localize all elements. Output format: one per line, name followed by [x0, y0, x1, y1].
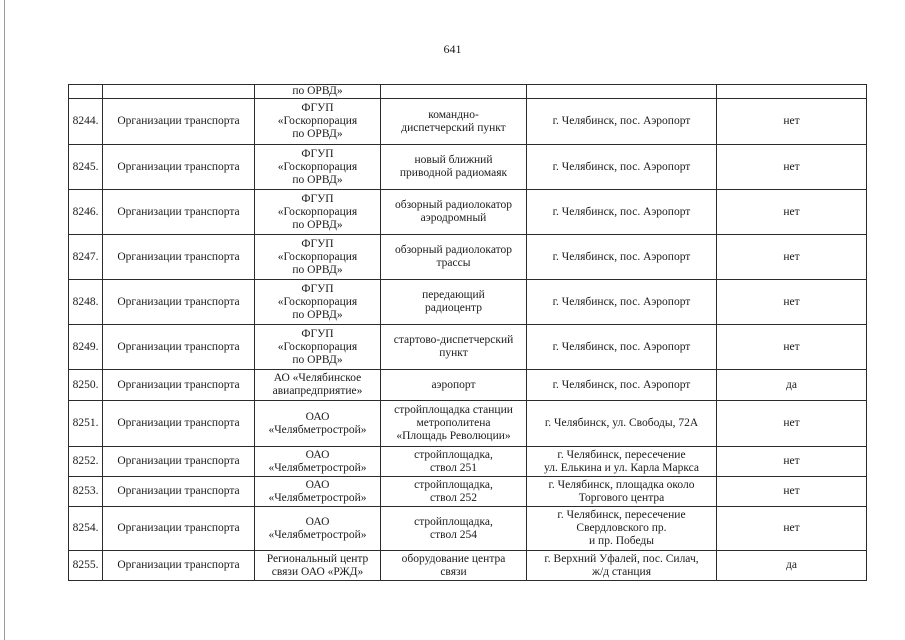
table-row: [69, 280, 867, 325]
cell-object: [381, 235, 527, 280]
cell-num: [69, 85, 103, 99]
object-line: стройплощадка,: [414, 515, 493, 528]
table-row: [69, 370, 867, 401]
organization-line: «Госкорпорация: [277, 295, 358, 308]
cell-num: 8255.: [69, 551, 103, 581]
address-line: Свердловского пр.: [576, 522, 667, 534]
object-line: пункт: [439, 347, 468, 359]
cell-object: [381, 280, 527, 325]
cell-organization: [255, 370, 381, 401]
object-line: приводной радиомаяк: [399, 167, 508, 179]
cell-category: Организации транспорта: [103, 447, 255, 477]
cell-organization: [255, 325, 381, 370]
cell-num: 8250.: [69, 370, 103, 401]
table-row: [69, 477, 867, 507]
organization-line: «Госкорпорация: [277, 115, 358, 127]
cell-category: Организации транспорта: [103, 145, 255, 190]
address-line: г. Челябинск, пос. Аэропорт: [552, 115, 691, 127]
cell-address: [527, 85, 717, 99]
object-line: ствол 254: [430, 528, 477, 541]
organization-line: ФГУП: [301, 282, 334, 295]
object-line: передающий: [422, 289, 485, 301]
cell-object: [381, 325, 527, 370]
cell-object: [381, 145, 527, 190]
cell-category: Организации транспорта: [103, 99, 255, 145]
organization-line: по ОРВД»: [292, 263, 343, 276]
cell-flag: [717, 85, 867, 99]
organization-line: ФГУП: [301, 237, 334, 250]
object-line: оборудование центра: [401, 552, 506, 565]
cell-address: [527, 280, 717, 325]
address-line: ул. Елькина и ул. Карла Маркса: [543, 461, 700, 474]
cell-num: 8244.: [69, 99, 103, 145]
address-line: ж/д станция: [592, 565, 651, 578]
organization-line: ФГУП: [301, 102, 334, 114]
cell-organization: [255, 507, 381, 551]
cell-flag: нет: [717, 477, 867, 507]
table-row-continuation: [69, 85, 867, 99]
object-line: ствол 251: [430, 461, 477, 474]
address-line: и пр. Победы: [589, 535, 654, 547]
cell-address: [527, 99, 717, 145]
organization-line: АО «Челябинское: [273, 372, 362, 384]
cell-address: [527, 235, 717, 280]
object-line: метрополитена: [416, 417, 491, 429]
organization-line: ФГУП: [301, 192, 334, 205]
cell-num: 8248.: [69, 280, 103, 325]
address-line: г. Челябинск, пересечение: [557, 448, 686, 461]
cell-category: Организации транспорта: [103, 551, 255, 581]
table-row: [69, 507, 867, 551]
cell-flag: да: [717, 551, 867, 581]
organization-line: по ОРВД»: [292, 128, 343, 140]
object-line: связи: [440, 565, 467, 578]
organization-line: «Госкорпорация: [277, 160, 358, 173]
organization-line: «Госкорпорация: [277, 205, 358, 218]
cell-address: [527, 145, 717, 190]
cell-object: [381, 190, 527, 235]
address-line: г. Челябинск, пос. Аэропорт: [552, 340, 691, 353]
address-line: г. Челябинск, пос. Аэропорт: [552, 205, 691, 218]
cell-organization: [255, 145, 381, 190]
object-line: аэродромный: [420, 212, 487, 224]
organization-line: по ОРВД»: [292, 173, 343, 186]
cell-address: [527, 190, 717, 235]
organization-line: «Челябметрострой»: [268, 528, 367, 541]
table-row: [69, 99, 867, 145]
register-table: [68, 84, 867, 581]
cell-organization: [255, 447, 381, 477]
cell-organization: [255, 99, 381, 145]
organization-line: ОАО: [305, 478, 330, 491]
cell-object: [381, 99, 527, 145]
cell-category: Организации транспорта: [103, 280, 255, 325]
organization-line: «Челябметрострой»: [268, 461, 367, 474]
table-row: [69, 551, 867, 581]
cell-num: 8246.: [69, 190, 103, 235]
organization-line: по ОРВД»: [292, 308, 343, 321]
cell-address: [527, 370, 717, 401]
object-line: «Площадь Революции»: [396, 430, 511, 442]
cell-organization: [255, 190, 381, 235]
address-line: г. Челябинск, пос. Аэропорт: [552, 295, 691, 308]
organization-line: «Госкорпорация: [277, 250, 358, 263]
object-line: диспетчерский пункт: [401, 121, 506, 134]
cell-organization: [255, 477, 381, 507]
cell-address: [527, 447, 717, 477]
address-line: г. Челябинск, площадка около: [548, 478, 695, 491]
object-line: обзорный радиолокатор: [394, 199, 513, 211]
cell-flag: да: [717, 370, 867, 401]
cell-object: [381, 401, 527, 447]
cell-flag: нет: [717, 507, 867, 551]
cell-category: Организации транспорта: [103, 190, 255, 235]
object-line: стройплощадка станции: [394, 404, 513, 416]
organization-line: связи ОАО «РЖД»: [271, 565, 364, 578]
object-line: стройплощадка,: [414, 448, 493, 461]
cell-address: [527, 507, 717, 551]
cell-num: 8247.: [69, 235, 103, 280]
cell-object: [381, 447, 527, 477]
object-line: аэропорт: [431, 378, 476, 391]
table-row: [69, 190, 867, 235]
object-line: стройплощадка,: [414, 478, 493, 491]
page-left-rule: [4, 0, 5, 640]
cell-category: Организации транспорта: [103, 325, 255, 370]
address-line: г. Челябинск, пос. Аэропорт: [552, 378, 691, 391]
cell-address: [527, 325, 717, 370]
organization-line: по ОРВД»: [292, 218, 343, 231]
cell-category: Организации транспорта: [103, 401, 255, 447]
address-line: г. Челябинск, пересечение: [557, 509, 686, 521]
cell-category: Организации транспорта: [103, 370, 255, 401]
cell-flag: нет: [717, 145, 867, 190]
page-number: 641: [443, 42, 462, 56]
object-line: трассы: [436, 257, 471, 269]
organization-line: Региональный центр: [266, 552, 369, 565]
cell-organization: [255, 401, 381, 447]
organization-line: ОАО: [305, 515, 330, 528]
organization-line: «Челябметрострой»: [268, 491, 367, 504]
cell-organization: по ОРВД»: [255, 85, 381, 99]
table-row: [69, 325, 867, 370]
cell-flag: нет: [717, 235, 867, 280]
address-line: г. Челябинск, ул. Свободы, 72А: [544, 417, 699, 429]
cell-flag: нет: [717, 325, 867, 370]
cell-object: [381, 551, 527, 581]
cell-flag: нет: [717, 447, 867, 477]
organization-line: «Госкорпорация: [277, 340, 358, 353]
table-row: [69, 145, 867, 190]
cell-flag: нет: [717, 401, 867, 447]
object-line: командно-: [428, 108, 479, 121]
cell-organization: [255, 235, 381, 280]
cell-category: Организации транспорта: [103, 507, 255, 551]
cell-num: 8245.: [69, 145, 103, 190]
object-line: радиоцентр: [425, 302, 482, 314]
organization-line: ФГУП: [301, 147, 334, 160]
object-line: обзорный радиолокатор: [394, 244, 513, 256]
cell-category: [103, 85, 255, 99]
object-line: ствол 252: [430, 491, 477, 504]
organization-line: ОАО: [305, 410, 330, 423]
organization-line: ОАО: [305, 448, 330, 461]
address-line: г. Верхний Уфалей, пос. Силач,: [544, 552, 699, 565]
cell-flag: нет: [717, 280, 867, 325]
address-line: г. Челябинск, пос. Аэропорт: [552, 250, 691, 263]
cell-num: 8251.: [69, 401, 103, 447]
address-line: г. Челябинск, пос. Аэропорт: [552, 160, 691, 173]
cell-category: Организации транспорта: [103, 477, 255, 507]
register-body: [69, 85, 867, 581]
organization-line: авиапредприятие»: [272, 385, 363, 397]
cell-object: [381, 85, 527, 99]
cell-object: [381, 477, 527, 507]
cell-num: 8252.: [69, 447, 103, 477]
object-line: новый ближний: [414, 154, 493, 166]
cell-object: [381, 370, 527, 401]
cell-address: [527, 477, 717, 507]
cell-flag: нет: [717, 190, 867, 235]
cell-num: 8249.: [69, 325, 103, 370]
table-row: [69, 447, 867, 477]
cell-num: 8254.: [69, 507, 103, 551]
cell-organization: [255, 280, 381, 325]
object-line: стартово-диспетчерский: [393, 334, 514, 346]
cell-num: 8253.: [69, 477, 103, 507]
cell-category: Организации транспорта: [103, 235, 255, 280]
cell-object: [381, 507, 527, 551]
cell-organization: [255, 551, 381, 581]
organization-line: по ОРВД»: [292, 353, 343, 366]
organization-line: ФГУП: [301, 327, 334, 340]
organization-line: «Челябметрострой»: [268, 423, 367, 436]
cell-address: [527, 551, 717, 581]
table-row: [69, 401, 867, 447]
cell-flag: нет: [717, 99, 867, 145]
address-line: Торгового центра: [578, 491, 665, 504]
table-row: [69, 235, 867, 280]
cell-address: [527, 401, 717, 447]
